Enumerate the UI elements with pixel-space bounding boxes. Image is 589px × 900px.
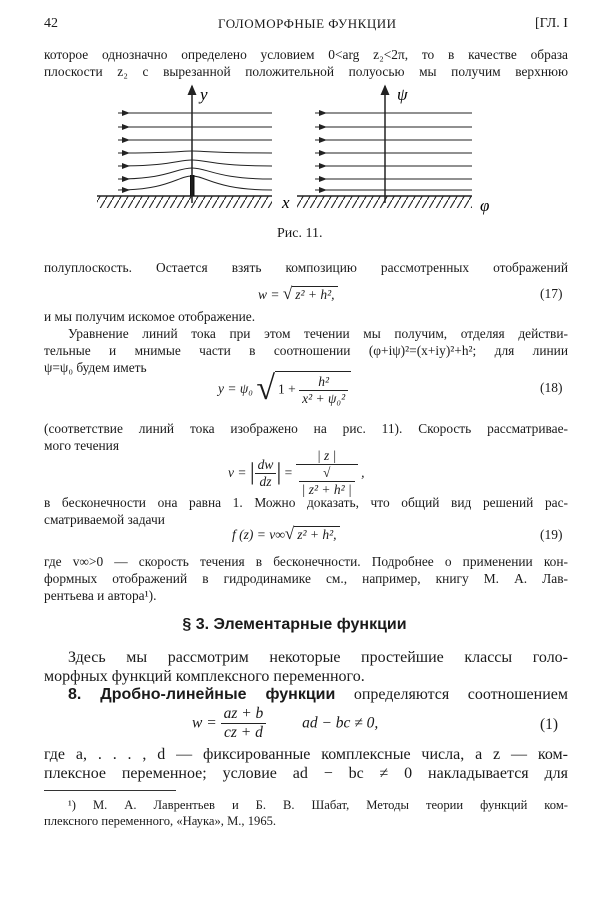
p8-line-1: 8. Дробно-линейные функции определяются соотношением	[68, 686, 568, 703]
equation-velocity: v = | $\frac{dw}{dz}$ | = | z | √ | z² + h² | ,	[228, 448, 365, 497]
p3-line-2: тельные и мнимые части в соотношении (φ+iψ)²=(x+iy)²+h²; для линии	[44, 343, 568, 358]
p8-heading: 8. Дробно-линейные функции	[68, 686, 336, 703]
right-axis-y-label: ψ	[397, 85, 408, 104]
page-number: 42	[44, 16, 58, 31]
p9-line-1: где a, . . . , d — фиксированные комплексные числа, а z — ком-	[44, 746, 568, 763]
footnote-line-1: ¹) М. А. Лаврентьев и Б. В. Шабат, Методы теории функций ком-	[68, 798, 568, 812]
p3-line-1: Уравнение линий тока при этом течении мы получим, отделяя действи-	[68, 326, 568, 341]
left-panel	[97, 85, 290, 212]
right-panel	[297, 85, 489, 215]
p6-line-3: рентьева и автора¹).	[44, 588, 157, 603]
p6-line-2: формных отображений в гидродинамике см., например, книгу М. А. Лав-	[44, 571, 568, 586]
p5-line-2: сматриваемой задачи	[44, 512, 165, 527]
p5-line-1: в бесконечности она равна 1. Можно доказать, что общий вид решений рас-	[44, 495, 568, 510]
equation-19-number: (19)	[540, 527, 563, 542]
figure-caption: Рис. 11.	[277, 226, 323, 241]
equation-18-number: (18)	[540, 380, 563, 395]
right-axis-x-label: φ	[480, 196, 490, 215]
chapter-marker: [ГЛ. I	[535, 16, 568, 31]
p4-line-2: мого течения	[44, 438, 120, 453]
p4-line-1: (соответствие линий тока изображено на рис. 11). Скорость рассматривае-	[44, 421, 568, 436]
footnote-rule	[44, 790, 176, 791]
equation-18: y = ψ₀ √ 1 + $\frac{\text{h²}}{\text{x² + ψ₀²}}$	[218, 370, 351, 408]
equation-1-number: (1)	[540, 716, 559, 733]
equation-19: f (z) = v∞√ z² + h²,	[232, 524, 340, 544]
intro-line-1: которое однозначно определено условием 0<arg z₂<2π, то в качестве образа	[44, 47, 568, 62]
equation-17: w = √ z² + h²,	[258, 284, 338, 304]
p2-line-1: и мы получим искомое отображение.	[44, 309, 256, 324]
section-title: § 3. Элементарные функции	[182, 616, 407, 633]
p9-line-2: плексное переменное; условие ad − bc ≠ 0 накладывается для	[44, 765, 568, 782]
p7-line-1: Здесь мы рассмотрим некоторые простейшие классы голо-	[68, 649, 568, 666]
left-axis-y-label: y	[200, 85, 208, 104]
left-axis-x-label: x	[282, 193, 290, 212]
p1-line-1: полуплоскость. Остается взять композицию рассмотренных отображений	[44, 260, 568, 275]
equation-1: w = $\frac{az + b}{cz + d}$ ad − bc ≠ 0,	[192, 705, 379, 741]
running-title: ГОЛОМОРФНЫЕ ФУНКЦИИ	[218, 16, 397, 31]
p3-line-3: ψ=ψ₀ будем иметь	[44, 360, 147, 375]
intro-line-2: плоскости z₂ с вырезанной положительной полуосью мы получим верхнюю	[44, 64, 568, 79]
footnote-line-2: плексного переменного, «Наука», М., 1965.	[44, 814, 277, 828]
equation-17-number: (17)	[540, 286, 563, 301]
p7-line-2: морфных функций комплексного переменного.	[44, 668, 365, 685]
streamline-figure	[0, 80, 589, 215]
p6-line-1: где v∞>0 — скорость течения в бесконечности. Подробнее о применении кон-	[44, 554, 568, 569]
